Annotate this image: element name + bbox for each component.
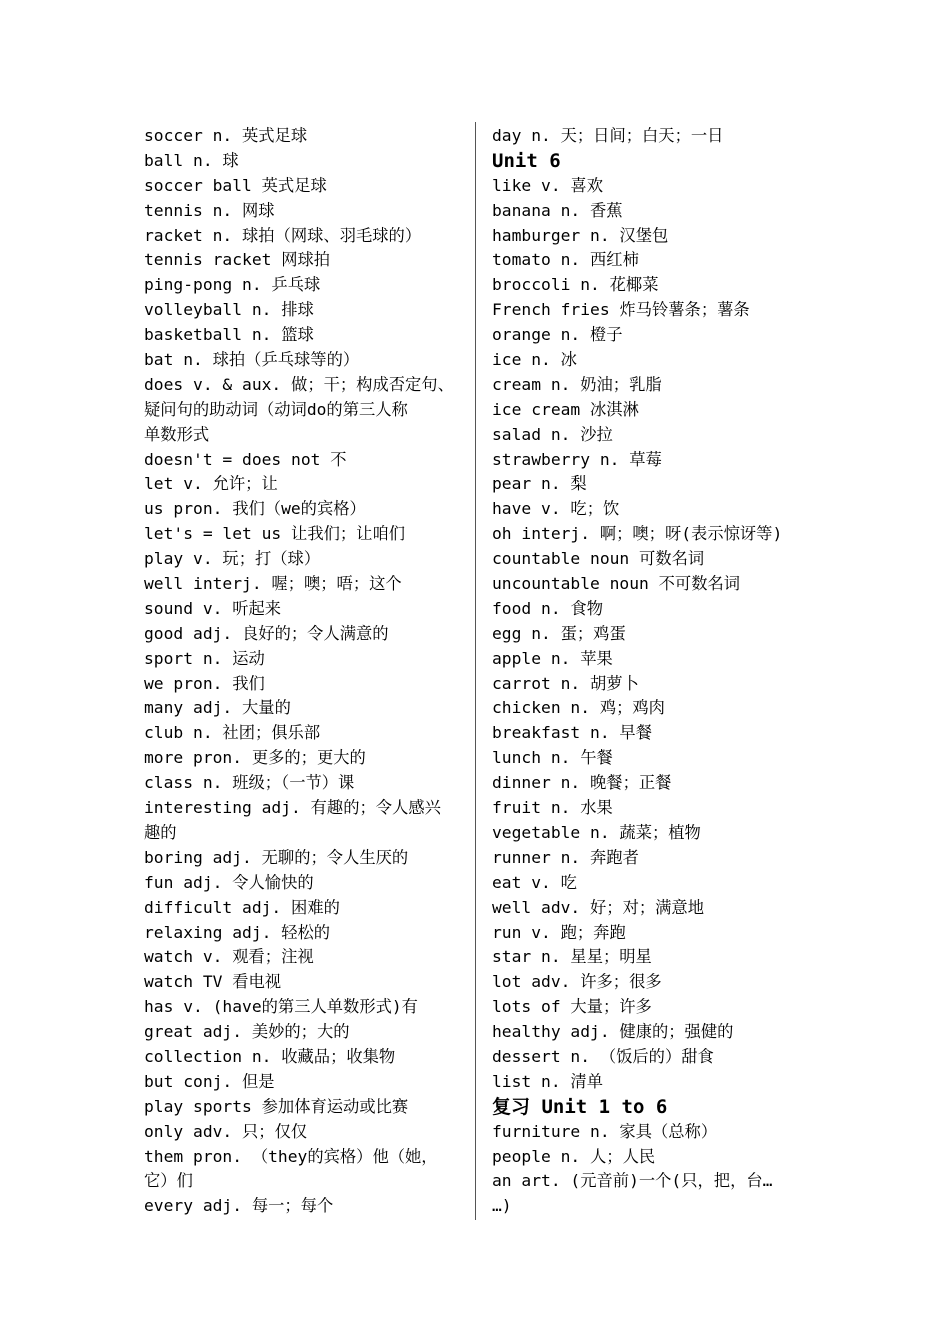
vocab-line: breakfast n. 早餐 <box>492 723 652 743</box>
vocab-line: does v. & aux. 做；干；构成否定句、 <box>144 374 454 394</box>
vocab-line: collection n. 收藏品；收集物 <box>144 1046 396 1066</box>
vocab-line: lunch n. 午餐 <box>492 748 613 768</box>
vocab-line: them pron. （they的宾格）他（她， <box>144 1146 438 1166</box>
vocab-line: watch v. 观看；注视 <box>144 947 314 967</box>
vocab-line: tennis n. 网球 <box>144 200 275 220</box>
vocab-line: tennis racket 网球拍 <box>144 250 331 270</box>
vocab-line: lots of 大量；许多 <box>492 997 652 1017</box>
vocab-line: watch TV 看电视 <box>144 972 282 992</box>
vocab-line: run v. 跑；奔跑 <box>492 922 626 942</box>
vocab-line: well adv. 好；对；满意地 <box>492 897 704 917</box>
vocab-line: soccer n. 英式足球 <box>144 126 308 145</box>
vocab-line: healthy adj. 健康的；强健的 <box>492 1022 734 1042</box>
vocab-line: well interj. 喔；噢；唔；这个 <box>144 574 402 594</box>
vocab-line: play sports 参加体育运动或比赛 <box>144 1096 409 1116</box>
vocab-line: pear n. 梨 <box>492 474 587 494</box>
vocab-line: runner n. 奔跑者 <box>492 847 639 867</box>
vocab-line: doesn't = does not 不 <box>144 449 347 469</box>
vocab-line: volleyball n. 排球 <box>144 300 314 320</box>
vocab-line: 疑问句的助动词（动词do的第三人称 <box>144 399 408 419</box>
vocab-line: star n. 星星；明星 <box>492 947 652 967</box>
vocab-line: us pron. 我们（we的宾格） <box>144 499 366 519</box>
vocab-line: many adj. 大量的 <box>144 698 291 718</box>
vocab-line: but conj. 但是 <box>144 1071 275 1091</box>
vocab-line: sound v. 听起来 <box>144 598 282 618</box>
vocab-line: 趣的 <box>144 822 177 842</box>
vocab-line: dinner n. 晚餐；正餐 <box>492 773 672 793</box>
vocab-line: sport n. 运动 <box>144 648 265 668</box>
vocab-line: every adj. 每一；每个 <box>144 1196 334 1216</box>
vocab-line: banana n. 香蕉 <box>492 200 623 220</box>
vocab-line: cream n. 奶油；乳脂 <box>492 374 662 394</box>
vocab-line: orange n. 橙子 <box>492 325 623 345</box>
vocab-line: salad n. 沙拉 <box>492 424 613 444</box>
vocab-line: apple n. 苹果 <box>492 648 613 668</box>
column-divider <box>475 122 476 1220</box>
vocab-line: bat n. 球拍（乒乓球等的） <box>144 350 360 370</box>
vocab-line: chicken n. 鸡；鸡肉 <box>492 698 665 718</box>
vocab-line: fun adj. 令人愉快的 <box>144 872 314 892</box>
vocab-line: day n. 天；日间；白天；一日 <box>492 126 724 145</box>
vocab-line: play v. 玩；打（球） <box>144 549 321 569</box>
vocab-line: French fries 炸马铃薯条；薯条 <box>492 300 750 320</box>
vocab-line: 单数形式 <box>144 424 210 444</box>
vocab-line: hamburger n. 汉堡包 <box>492 225 669 245</box>
vocab-line: ball n. 球 <box>144 150 239 170</box>
vocab-line: ice n. 冰 <box>492 350 577 370</box>
vocab-line: an art. (元音前)一个(只，把，台… <box>492 1171 773 1191</box>
vocab-line: great adj. 美妙的；大的 <box>144 1022 350 1042</box>
vocab-line: soccer ball 英式足球 <box>144 175 327 195</box>
vocab-line: relaxing adj. 轻松的 <box>144 922 331 942</box>
vocab-line: broccoli n. 花椰菜 <box>492 275 659 295</box>
unit-heading: Unit 6 <box>492 149 561 172</box>
vocab-line: let's = let us 让我们；让咱们 <box>144 524 406 544</box>
vocab-line: basketball n. 篮球 <box>144 325 314 345</box>
vocab-line: racket n. 球拍（网球、羽毛球的） <box>144 225 422 245</box>
vocab-line: good adj. 良好的；令人满意的 <box>144 623 389 643</box>
vocab-line: list n. 清单 <box>492 1071 603 1091</box>
vocab-line: uncountable noun 不可数名词 <box>492 574 741 594</box>
vocab-line: only adv. 只；仅仅 <box>144 1121 308 1141</box>
left-vocab-column <box>144 124 466 1219</box>
vocab-line: carrot n. 胡萝卜 <box>492 673 639 693</box>
unit-heading: 复习 Unit 1 to 6 <box>492 1095 668 1118</box>
vocab-line: let v. 允许；让 <box>144 474 278 494</box>
vocab-line: countable noun 可数名词 <box>492 549 705 569</box>
right-vocab-column <box>492 124 822 1219</box>
vocab-line: people n. 人；人民 <box>492 1146 656 1166</box>
vocab-line: interesting adj. 有趣的；令人感兴 <box>144 798 441 818</box>
vocab-line: egg n. 蛋；鸡蛋 <box>492 623 626 643</box>
vocab-line: furniture n. 家具（总称） <box>492 1121 718 1141</box>
vocab-line: lot adv. 许多；很多 <box>492 972 662 992</box>
vocab-line: boring adj. 无聊的；令人生厌的 <box>144 847 409 867</box>
vocab-line: oh interj. 啊；噢；呀(表示惊讶等) <box>492 524 783 544</box>
vocab-line: vegetable n. 蔬菜；植物 <box>492 822 701 842</box>
vocab-line: we pron. 我们 <box>144 673 265 693</box>
vocab-line: 它）们 <box>144 1171 193 1191</box>
vocab-line: dessert n. （饭后的）甜食 <box>492 1046 714 1066</box>
vocab-line: more pron. 更多的；更大的 <box>144 748 366 768</box>
vocab-line: class n. 班级；（一节）课 <box>144 773 355 793</box>
vocab-line: difficult adj. 困难的 <box>144 897 340 917</box>
vocab-line: strawberry n. 草莓 <box>492 449 662 469</box>
vocab-line: ping-pong n. 乒乓球 <box>144 275 321 295</box>
vocab-line: have v. 吃；饮 <box>492 499 620 519</box>
vocab-line: like v. 喜欢 <box>492 175 603 195</box>
vocab-line: has v. (have的第三人单数形式)有 <box>144 997 418 1017</box>
vocab-line: fruit n. 水果 <box>492 798 613 818</box>
vocab-line: food n. 食物 <box>492 598 603 618</box>
vocab-line: club n. 社团；俱乐部 <box>144 723 321 743</box>
vocab-line: …) <box>492 1196 512 1216</box>
vocab-line: tomato n. 西红柿 <box>492 250 639 270</box>
vocab-line: ice cream 冰淇淋 <box>492 399 639 419</box>
vocab-line: eat v. 吃 <box>492 872 577 892</box>
